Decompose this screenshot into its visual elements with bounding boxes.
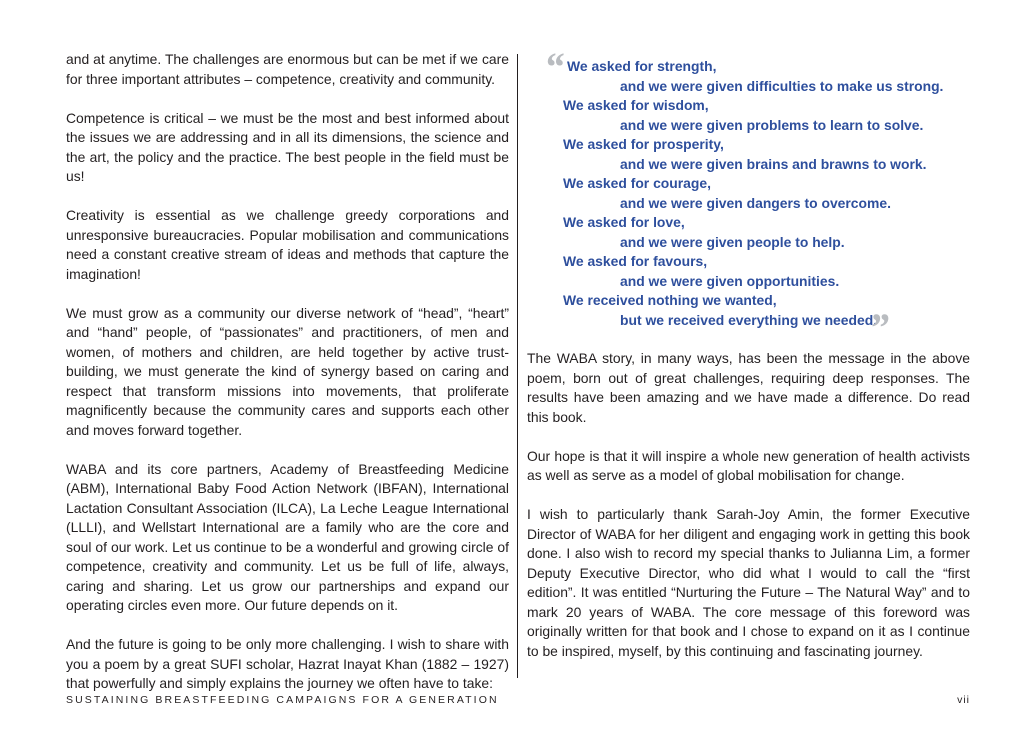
poem-line: and we were given people to help. [620,233,845,250]
poem-line: We asked for wisdom, [563,97,709,113]
poem-line: but we received everything we needed. [620,311,878,328]
left-paragraph-6: And the future is going to be only more challenging. I wish to share with you a poem by a great SUFI scholar, Hazrat Inayat Khan (1882 – 1927) that powerfully and simply explains the journey we often have to take: [66,636,509,691]
right-paragraph-3: I wish to particularly thank Sarah-Joy Amin, the former Executive Director of WABA for her diligent and engaging work in getting this book done. I also wish to record my special thanks to Julianna Lim, a former Deputy Executive Director, who did what I would to call the “first edition”. It was entitled “Nurturing the Future – The Natural Way” and to mark 20 years of WABA. The core message of this foreword was originally written for that book and I chose to expand on it as I continue to be inspired, myself, by this continuing and fascinating journey. [527,506,970,659]
poem-line: We asked for favours, [563,253,708,269]
poem-line: We asked for strength, [567,58,717,74]
poem-line: and we were given problems to learn to solve. [620,116,924,133]
left-paragraph-2: Competence is critical – we must be the most and best informed about the issues we are addressing and in all its dimensions, the science and the art, the policy and the practice. The best people in the field must be us! [66,109,509,184]
left-column [66,50,509,713]
running-title: SUSTAINING BREASTFEEDING CAMPAIGNS FOR A GENERATION [66,694,499,706]
poem-line: and we were given opportunities. [620,272,840,289]
right-column [527,349,970,681]
open-quote-mark: “ [544,44,564,89]
column-divider [517,54,518,678]
poem-block [527,57,977,330]
close-quote-mark: ” [869,305,889,350]
poem-line: and we were given dangers to overcome. [620,194,891,211]
right-paragraph-1: The WABA story, in many ways, has been the message in the above poem, born out of great challenges, requiring deep responses. The results have been amazing and we have made a difference. Do read this book. [527,350,970,425]
poem-line: We asked for love, [563,214,685,230]
poem-line: We received nothing we wanted, [563,292,777,308]
poem-line: and we were given difficulties to make us strong. [620,77,944,94]
left-paragraph-5: WABA and its core partners, Academy of Breastfeeding Medicine (ABM), International Baby Food Action Network (IBFAN), International Lactation Consultant Association (ILCA), La Leche League International (LLLI), and Wellstart International are a family who are the core and soul of our work. Let us continue to be a wonderful and growing circle of competence, creativity and community. Let us be full of life, always, caring and sharing. Let us grow our partnerships and expand our operating circles even more. Our future depends on it. [66,460,509,613]
left-paragraph-3: Creativity is essential as we challenge greedy corporations and unresponsive bureaucracies. Popular mobilisation and communications need a constant creative stream of ideas and methods that capture the imagination! [66,207,509,282]
left-paragraph-4: We must grow as a community our diverse network of “head”, “heart” and “hand” people, of “passionates” and practitioners, of men and women, of mothers and children, are held together by active trust-building, we must generate the kind of synergy based on caring and respect that transform missions into movements, that proliferate magnificently because the community cares and supports each other and moves forward together. [66,304,509,438]
right-paragraph-2: Our hope is that it will inspire a whole new generation of health activists as well as serve as a model of global mobilisation for change. [527,447,970,483]
poem-line: We asked for prosperity, [563,136,724,152]
left-paragraph-1: and at anytime. The challenges are enormous but can be met if we care for three important attributes – competence, creativity and community. [66,51,509,87]
page-number: vii [957,694,970,706]
page-footer [66,694,970,706]
poem-line: We asked for courage, [563,175,711,191]
poem-line: and we were given brains and brawns to work. [620,155,927,172]
